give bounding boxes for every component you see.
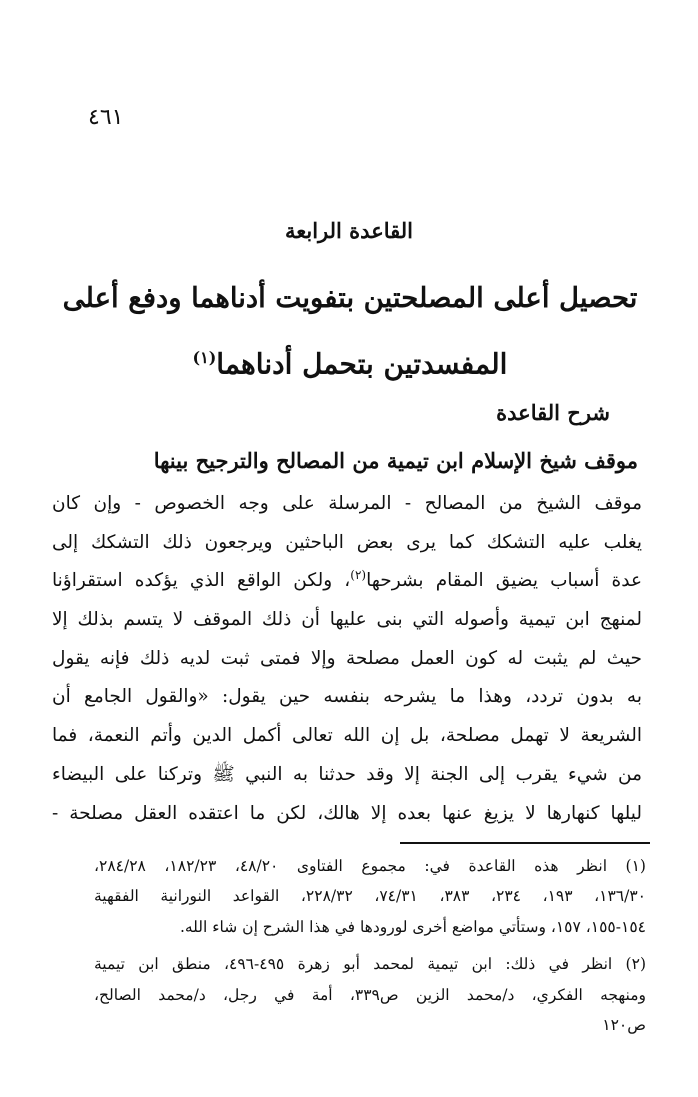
section-heading: شرح القاعدة [496, 400, 610, 425]
footnote-line: ١٥٤-١٥٥، ١٥٧، وستأتي مواضع أخرى لورودها في هذا الشرح إن شاء الله. [179, 917, 646, 936]
body-line: الشريعة لا تهمل مصلحة، بل إن الله تعالى أكمل الدين وأتم النعمة، فما [52, 725, 642, 747]
footnote-line: ومنهجه الفكري، د/محمد الزين ص٣٣٩، أمة في رجل، د/محمد الصالح، [94, 985, 646, 1004]
footnote-separator [400, 842, 650, 844]
footnote-line: (١) انظر هذه القاعدة في: مجموع الفتاوى ٤٨/٢٠، ١٨٢/٢٣، ٢٨٤/٢٨، [94, 857, 646, 875]
body-text [52, 485, 642, 833]
footnote-2 [94, 949, 646, 1040]
body-line-text: عدة أسباب يضيق المقام بشرحها [366, 570, 642, 592]
rule-label: القاعدة الرابعة [284, 218, 413, 243]
rule-title-line-1: تحصيل أعلى المصلحتين بتفويت أدناهما ودفع أعلى [62, 282, 638, 314]
footnote-line: ص١٢٠ [602, 1015, 646, 1034]
rule-title-line-2-text: المفسدتين بتحمل أدناهما [216, 347, 508, 381]
body-line: يغلب عليه التشكك كما يرى بعض الباحثين ويرجعون ذلك التشكك إلى [52, 531, 642, 553]
body-line-text: ، ولكن الواقع الذي يؤكده استقراؤنا [52, 570, 351, 592]
body-line: لمنهج ابن تيمية وأصوله التي بنى عليها أن ذلك الموقف لا يتسم بذلك إلا [52, 609, 642, 631]
body-line: حيث لم يثبت له كون العمل مصلحة وإلا فمتى ثبت لديه ذلك فإنه يقول [52, 647, 642, 669]
footnote-marker-2[interactable]: (٢) [350, 568, 367, 583]
body-line [52, 562, 642, 601]
body-line: من شيء يقرب إلى الجنة إلا وقد حدثنا به النبي ﷺ وتركنا على البيضاء [52, 763, 642, 785]
footnote-line: ١٣٦/٣٠، ١٩٣، ٢٣٤، ٣٨٣، ٧٤/٣١، ٢٢٨/٣٢، القواعد النورانية الفقهية [94, 887, 647, 906]
body-line: به بدون تردد، وهذا ما يشرحه بنفسه حين يقول: «والقول الجامع أن [52, 686, 642, 708]
footnotes [94, 851, 646, 1040]
page-number: ٤٦١ [88, 105, 124, 130]
footnote-line: (٢) انظر في ذلك: ابن تيمية لمحمد أبو زهرة ٤٩٥-٤٩٦، منطق ابن تيمية [94, 955, 646, 974]
footnote-marker-1[interactable]: (١) [192, 348, 217, 367]
sub-heading: موقف شيخ الإسلام ابن تيمية من المصالح والترجيح بينها [153, 448, 638, 473]
body-line: ليلها كنهارها لا يزيغ عنها بعده إلا هالك، لكن ما اعتقده العقل مصلحة - [52, 802, 642, 824]
body-line: موقف الشيخ من المصالح - المرسلة على وجه الخصوص - وإن كان [52, 493, 642, 514]
footnote-1 [94, 851, 646, 942]
rule-title-line-2 [60, 338, 640, 384]
